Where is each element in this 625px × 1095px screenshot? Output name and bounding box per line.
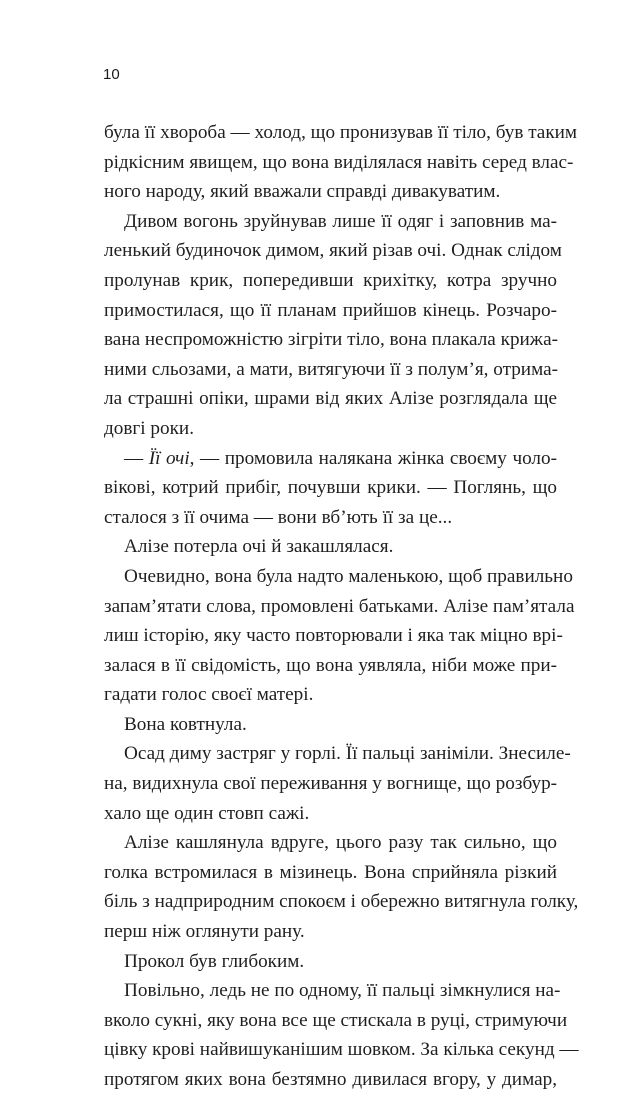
text-line: ленький будиночок димом, який різав очі. Однак слідом [104,240,562,262]
text-line: залася в її свідомість, що вона уявляла, ніби може при- [104,654,557,676]
text-line: вколо сукні, яку вона все ще стискала в руці, стримуючи [104,1009,568,1031]
text-line: рідкісним явищем, що вона виділялася навіть серед влас- [104,151,574,173]
body-text [104,118,579,1095]
text-line: Вона ковтнула. [124,713,247,735]
text-line: біль з надприродним спокоєм і обережно витягнула голку, [104,891,579,913]
text-line: хало ще один стовп сажі. [104,802,310,824]
text-line: на, видихнула свої переживання у вогнище, що розбур- [104,773,558,795]
text-line: ними сльозами, а мати, витягуючи її з полум’я, отрима- [104,358,558,380]
text-line: Дивом вогонь зруйнував лише її одяг і заповнив ма- [124,210,557,232]
text-line: довгі роки. [104,417,194,439]
text-line: — Її очі, — промовила налякана жінка своєму чоло- [124,447,557,469]
text-line: Очевидно, вона була надто маленькою, щоб правильно [124,565,573,587]
text-line: вана неспроможністю зігріти тіло, вона плакала крижа- [104,329,558,351]
text-line: запам’ятати слова, промовлені батьками. Алізе пам’ятала [104,595,575,617]
text-line: Алізе потерла очі й закашлялася. [124,536,394,558]
text-line: Прокол був глибоким. [124,950,305,972]
text-line: ного народу, який вважали справді дивакуватим. [104,181,501,203]
text-line: цівку крові найвишуканішим шовком. За кілька секунд — [104,1039,579,1061]
text-line: пролунав крик, попередивши крихітку, котра зручно [104,269,557,291]
text-line: сталося з її очима — вони вб’ють її за це... [104,506,453,528]
text-line: Повільно, ледь не по одному, її пальці зімкнулися на- [124,980,561,1002]
text-line: ла страшні опіки, шрами від яких Алізе розглядала ще [104,388,557,410]
text-line: протягом яких вона безтямно дивилася вгору, у димар, [104,1069,557,1090]
text-line: вікові, котрий прибіг, почувши крики. — Поглянь, що [104,477,557,499]
text-line: голка встромилася в мізинець. Вона сприйняла різкий [104,861,557,883]
text-line: перш ніж оглянути рану. [104,921,305,943]
text-line: Осад диму застряг у горлі. Її пальці заніміли. Знесиле- [124,743,571,765]
text-line: лиш історію, яку часто повторювали і яка так міцно врі- [104,625,563,647]
text-line: Алізе кашлянула вдруге, цього разу так сильно, що [124,832,557,854]
page-number: 10 [103,66,120,83]
text-line: була її хвороба — холод, що пронизував її тіло, був таким [104,122,578,143]
text-line: примостилася, що її планам прийшов кінець. Розчаро- [104,299,557,321]
text-line: гадати голос своєї матері. [104,684,314,706]
